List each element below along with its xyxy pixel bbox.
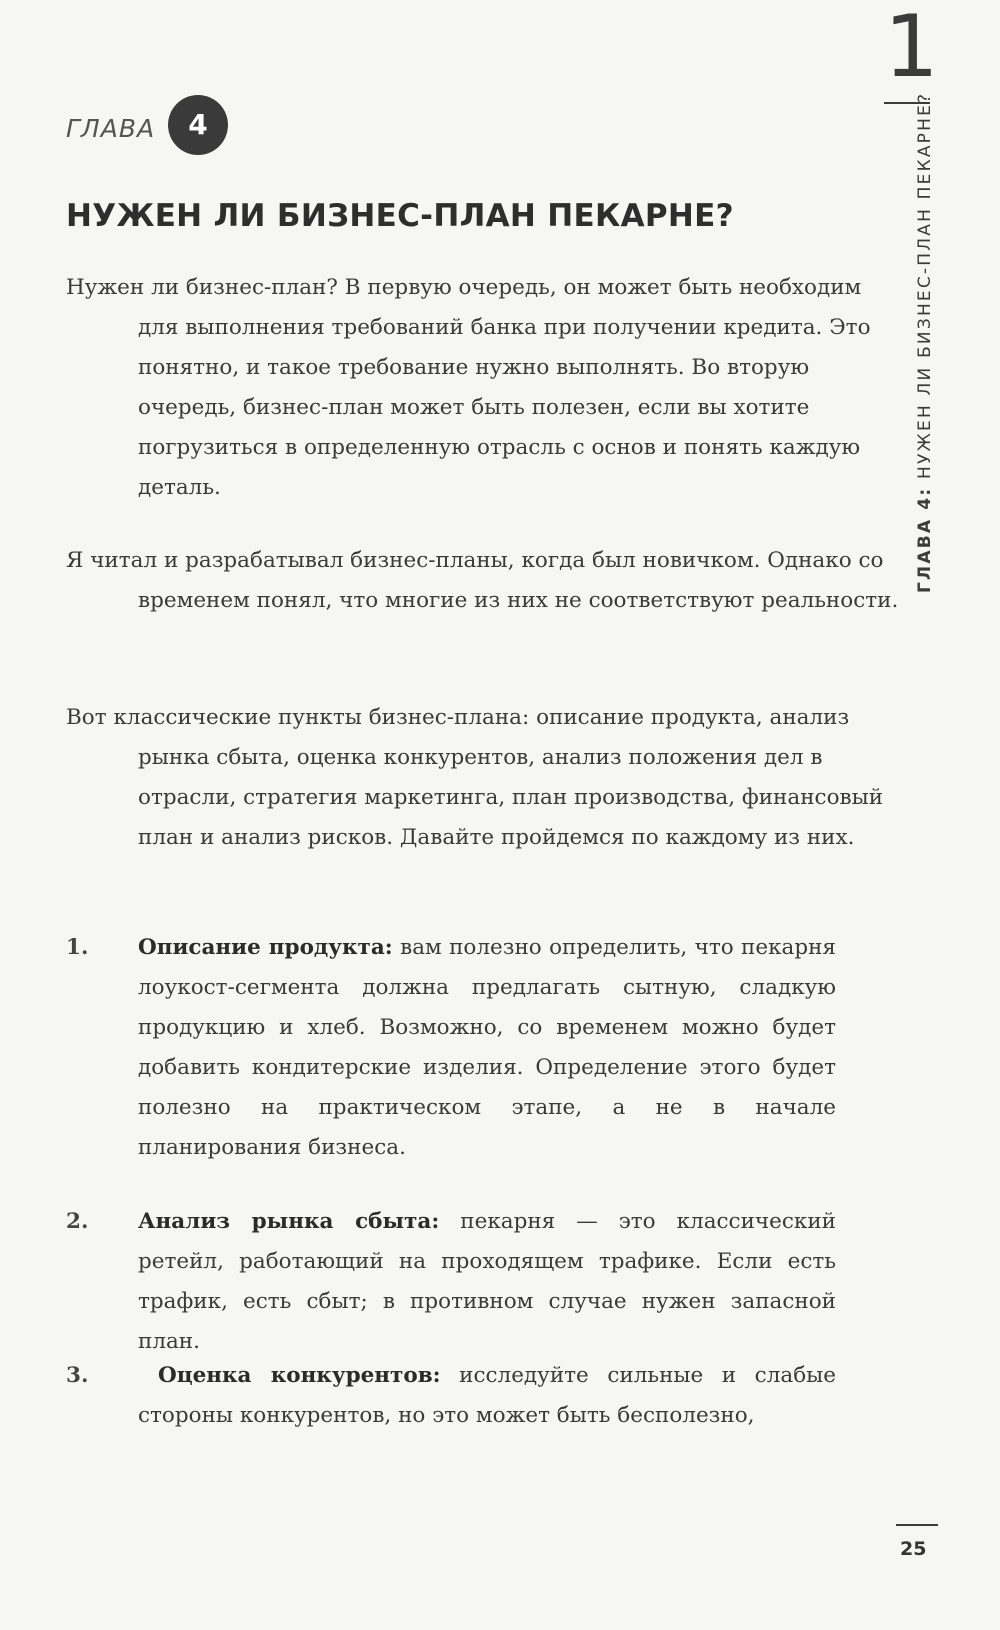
- list-item-number: 1.: [66, 935, 89, 960]
- running-head-title: НУЖЕН ЛИ БИЗНЕС-ПЛАН ПЕКАРНЕ?: [915, 91, 935, 487]
- chapter-title: НУЖЕН ЛИ БИЗНЕС-ПЛАН ПЕКАРНЕ?: [66, 198, 734, 234]
- chapter-number-badge: 4: [168, 95, 228, 155]
- paragraph-1: Нужен ли бизнес-план? В первую очередь, он может быть необходим для выполнения требований банка при получении кредита. Это понятно, и такое требование нужно выполнять. Во вторую очередь, бизнес-план может быть полезен, если вы хотите погрузиться в определенную отрасль с основ и понять каждую деталь.: [66, 275, 871, 500]
- divider: [896, 1524, 938, 1526]
- list-item-number: 3.: [66, 1363, 89, 1388]
- list-item-text: исследуйте сильные и слабые стороны конкурентов, но это может быть бесполезно,: [138, 1363, 836, 1428]
- running-head-chapter: ГЛАВА 4:: [915, 486, 935, 593]
- list-item-body: [138, 928, 836, 1168]
- page-number: 25: [900, 1538, 927, 1560]
- paragraph-3: Вот классические пункты бизнес-плана: описание продукта, анализ рынка сбыта, оценка конкурентов, анализ положения дел в отрасли, стратегия маркетинга, план производства, финансовый план и анализ рисков. Давайте пройдемся по каждому из них.: [66, 705, 884, 850]
- list-item-term: Оценка конкурентов:: [158, 1363, 441, 1388]
- part-number: 1: [884, 0, 939, 97]
- list-item-number: 2.: [66, 1209, 89, 1234]
- list-item-term: Описание продукта:: [138, 935, 393, 960]
- paragraph-2: Я читал и разрабатывал бизнес-планы, когда был новичком. Однако со временем понял, что многие из них не соответствуют реальности.: [66, 548, 899, 613]
- list-item-term: Анализ рынка сбыта:: [138, 1209, 440, 1234]
- list-item-body: [138, 1356, 836, 1436]
- running-head: [915, 92, 935, 593]
- chapter-label: ГЛАВА: [66, 114, 156, 143]
- list-item-text: пекарня — это классический ретейл, работающий на проходящем трафике. Если есть трафик, есть сбыт; в противном случае нужен запасной план.: [138, 1209, 836, 1354]
- list-item-text: вам полезно определить, что пекарня лоукост-сегмента должна предлагать сытную, сладкую продукцию и хлеб. Возможно, со временем можно будет добавить кондитерские изделия. Определение этого будет полезно на практическом этапе, а не в начале планирования бизнеса.: [138, 935, 836, 1160]
- list-item-body: [138, 1202, 836, 1362]
